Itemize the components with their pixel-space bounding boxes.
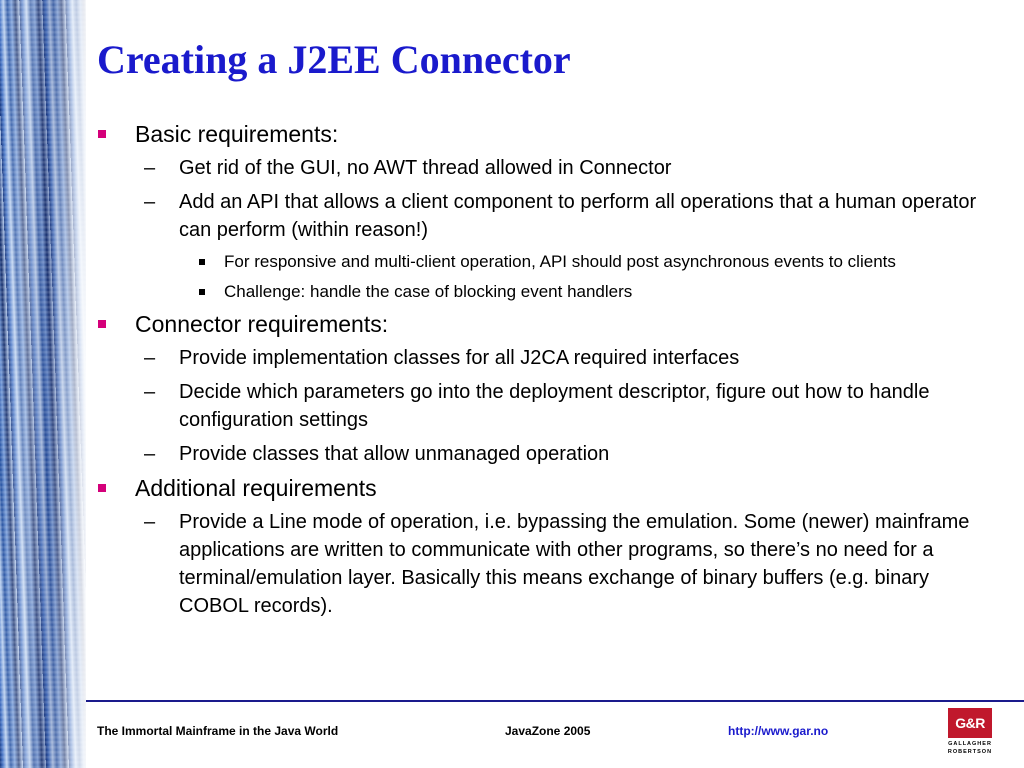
sub-bullet-text: Provide implementation classes for all J2CA required interfaces bbox=[179, 347, 740, 369]
sub-bullet bbox=[98, 378, 998, 434]
footer-presentation-title: The Immortal Mainframe in the Java World bbox=[97, 724, 339, 738]
sub-bullet bbox=[98, 344, 998, 372]
footer-url-link[interactable]: http://www.gar.no bbox=[728, 724, 829, 738]
dash-bullet-icon: – bbox=[144, 191, 156, 213]
sub-sub-bullet bbox=[98, 280, 998, 304]
sub-sub-bullet bbox=[98, 250, 998, 274]
small-square-bullet-icon bbox=[199, 289, 205, 295]
slide-body bbox=[98, 120, 998, 626]
bullet-text: Connector requirements: bbox=[135, 311, 389, 337]
slide-title: Creating a J2EE Connector bbox=[97, 37, 571, 82]
sub-bullet bbox=[98, 440, 998, 468]
sub-sub-bullet-text: Challenge: handle the case of blocking event handlers bbox=[224, 282, 633, 301]
company-logo bbox=[947, 708, 993, 760]
decorative-side-strip bbox=[0, 0, 86, 768]
sub-bullet-text: Add an API that allows a client component to perform all operations that a human operator can perform (within reason!) bbox=[179, 191, 977, 241]
footer-divider bbox=[86, 700, 1024, 702]
sub-bullet-text: Provide classes that allow unmanaged operation bbox=[179, 443, 610, 465]
sub-bullet-text: Get rid of the GUI, no AWT thread allowed in Connector bbox=[179, 157, 672, 179]
dash-bullet-icon: – bbox=[144, 511, 156, 533]
dash-bullet-icon: – bbox=[144, 347, 156, 369]
sub-bullet bbox=[98, 508, 998, 620]
sub-sub-bullet-text: For responsive and multi-client operation, API should post asynchronous events to clients bbox=[224, 252, 896, 271]
bullet-basic-requirements bbox=[98, 120, 998, 148]
bullet-text: Basic requirements: bbox=[135, 121, 339, 147]
sub-bullet bbox=[98, 154, 998, 182]
footer-event: JavaZone 2005 bbox=[505, 724, 591, 738]
square-bullet-icon bbox=[98, 320, 106, 328]
logo-text-line: ROBERTSON bbox=[947, 749, 993, 755]
bullet-connector-requirements bbox=[98, 310, 998, 338]
dash-bullet-icon: – bbox=[144, 443, 156, 465]
sub-bullet bbox=[98, 188, 998, 244]
sub-bullet-text: Provide a Line mode of operation, i.e. bypassing the emulation. Some (newer) mainframe applications are written to communicate with other programs, so there’s no need for a terminal/emulation layer. Basically this means exchange of binary buffers (e.g. binary COBOL records). bbox=[179, 511, 970, 617]
square-bullet-icon bbox=[98, 484, 106, 492]
bullet-text: Additional requirements bbox=[135, 475, 377, 501]
dash-bullet-icon: – bbox=[144, 157, 156, 179]
sub-bullet-text: Decide which parameters go into the deployment descriptor, figure out how to handle configuration settings bbox=[179, 381, 930, 431]
square-bullet-icon bbox=[98, 130, 106, 138]
small-square-bullet-icon bbox=[199, 259, 205, 265]
dash-bullet-icon: – bbox=[144, 381, 156, 403]
bullet-additional-requirements bbox=[98, 474, 998, 502]
logo-text-line: GALLAGHER bbox=[948, 741, 992, 747]
logo-mark: G&R bbox=[948, 708, 992, 738]
